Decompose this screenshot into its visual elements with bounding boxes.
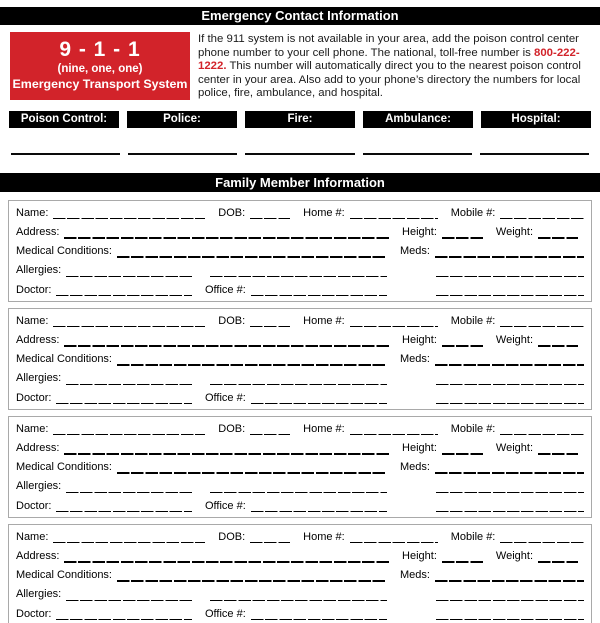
medical-conditions-label: Medical Conditions: bbox=[16, 245, 112, 258]
height-field bbox=[402, 223, 483, 242]
allergies-row bbox=[16, 369, 584, 388]
medical-conditions-label: Medical Conditions: bbox=[16, 353, 112, 366]
meds-continued-2 bbox=[400, 619, 584, 623]
family-member-blocks bbox=[8, 200, 592, 623]
meds-continuation-line bbox=[436, 384, 584, 386]
allergies-write-in-line bbox=[66, 384, 192, 386]
home-phone-field bbox=[303, 528, 438, 547]
allergies-field bbox=[16, 261, 192, 280]
height-write-in-line bbox=[442, 345, 483, 347]
weight-label: Weight: bbox=[495, 441, 533, 454]
address-field bbox=[16, 439, 389, 458]
medical-conditions-field bbox=[16, 566, 387, 585]
address-label: Address: bbox=[16, 225, 60, 238]
doctor-write-in-line bbox=[56, 295, 192, 297]
meds-continued-2 bbox=[400, 295, 584, 300]
medical-conditions-write-in-line bbox=[117, 580, 387, 582]
family-member-banner bbox=[0, 173, 600, 192]
name-dob-phone-row bbox=[16, 420, 584, 439]
meds-continuation-line-2 bbox=[436, 295, 584, 297]
dob-field bbox=[218, 312, 290, 331]
family-member-banner-title: Family Member Information bbox=[215, 174, 385, 190]
home-phone-write-in-line bbox=[350, 434, 438, 436]
meds-field bbox=[400, 458, 584, 477]
home-phone-field bbox=[303, 420, 438, 439]
meds-continued bbox=[400, 384, 584, 389]
address-write-in-line bbox=[64, 561, 389, 563]
contact-label-hospital: Hospital: bbox=[481, 111, 591, 128]
office-phone-label: Office #: bbox=[205, 499, 246, 512]
office-phone-field bbox=[205, 389, 387, 408]
home-phone-write-in-line bbox=[350, 218, 438, 220]
home-phone-label: Home #: bbox=[303, 530, 345, 543]
home-phone-field bbox=[303, 204, 438, 223]
home-phone-label: Home #: bbox=[303, 314, 345, 327]
weight-label: Weight: bbox=[495, 225, 533, 238]
office-phone-write-in-line bbox=[251, 403, 387, 405]
weight-write-in-line bbox=[538, 345, 578, 347]
medical-conditions-write-in-line bbox=[117, 472, 387, 474]
allergies-continuation-line bbox=[210, 492, 387, 494]
doctor-office-row bbox=[16, 605, 584, 623]
doctor-label: Doctor: bbox=[16, 607, 52, 620]
meds-field bbox=[400, 350, 584, 369]
hospital-write-in-line bbox=[480, 153, 589, 155]
mobile-phone-field bbox=[451, 312, 584, 331]
poison-control-paragraph bbox=[198, 32, 590, 101]
meds-continued bbox=[400, 492, 584, 497]
medical-conditions-field bbox=[16, 350, 387, 369]
weight-field bbox=[496, 331, 584, 350]
emergency-numbers-write-in-row bbox=[0, 153, 600, 155]
office-phone-field bbox=[205, 497, 387, 516]
dob-write-in-line bbox=[250, 434, 290, 436]
mobile-phone-label: Mobile #: bbox=[450, 422, 496, 435]
doctor-write-in-line bbox=[56, 403, 192, 405]
name-dob-phone-row bbox=[16, 528, 584, 547]
mobile-phone-write-in-line bbox=[500, 326, 584, 328]
dob-write-in-line bbox=[250, 326, 290, 328]
allergies-field bbox=[16, 585, 192, 604]
height-write-in-line bbox=[442, 453, 483, 455]
meds-write-in-line bbox=[435, 256, 584, 258]
meds-label: Meds: bbox=[400, 353, 430, 366]
address-write-in-line bbox=[64, 237, 389, 239]
badge-system-label: Emergency Transport System bbox=[12, 77, 188, 91]
mobile-phone-write-in-line bbox=[500, 434, 584, 436]
name-label: Name: bbox=[16, 314, 49, 327]
allergies-field bbox=[16, 477, 192, 496]
name-label: Name: bbox=[16, 422, 49, 435]
dob-write-in-line bbox=[250, 218, 290, 220]
allergies-label: Allergies: bbox=[16, 480, 62, 493]
contact-label-police: Police: bbox=[127, 111, 237, 128]
doctor-write-in-line bbox=[56, 619, 192, 621]
doctor-field bbox=[16, 605, 192, 623]
medical-meds-row bbox=[16, 242, 584, 261]
medical-conditions-field bbox=[16, 242, 387, 261]
allergies-row bbox=[16, 261, 584, 280]
allergies-write-in-line bbox=[66, 492, 192, 494]
name-label: Name: bbox=[16, 530, 49, 543]
weight-field bbox=[496, 439, 584, 458]
office-phone-write-in-line bbox=[251, 619, 387, 621]
office-phone-write-in-line bbox=[251, 295, 387, 297]
meds-continued-2 bbox=[400, 511, 584, 516]
meds-label: Meds: bbox=[400, 461, 430, 474]
allergies-label: Allergies: bbox=[16, 264, 62, 277]
contact-label-ambulance: Ambulance: bbox=[363, 111, 473, 128]
name-write-in-line bbox=[53, 218, 205, 220]
meds-write-in-line bbox=[435, 580, 584, 582]
address-label: Address: bbox=[16, 441, 60, 454]
doctor-write-in-line bbox=[56, 511, 192, 513]
meds-continuation-line bbox=[436, 600, 584, 602]
meds-continuation-line-2 bbox=[436, 403, 584, 405]
doctor-office-row bbox=[16, 389, 584, 408]
allergies-continuation-line bbox=[210, 600, 387, 602]
home-phone-label: Home #: bbox=[303, 206, 345, 219]
dob-field bbox=[218, 420, 290, 439]
allergies-write-in-line bbox=[66, 600, 192, 602]
height-write-in-line bbox=[442, 561, 483, 563]
name-label: Name: bbox=[16, 206, 49, 219]
address-height-weight-row bbox=[16, 223, 584, 242]
weight-field bbox=[496, 223, 584, 242]
doctor-field bbox=[16, 497, 192, 516]
height-label: Height: bbox=[402, 549, 437, 562]
address-height-weight-row bbox=[16, 331, 584, 350]
emergency-info-section bbox=[10, 32, 590, 101]
address-write-in-line bbox=[64, 453, 389, 455]
mobile-phone-label: Mobile #: bbox=[450, 206, 496, 219]
family-member-block bbox=[8, 416, 592, 518]
family-member-block bbox=[8, 524, 592, 623]
doctor-field bbox=[16, 281, 192, 300]
address-label: Address: bbox=[16, 549, 60, 562]
home-phone-field bbox=[303, 312, 438, 331]
weight-write-in-line bbox=[538, 561, 578, 563]
name-field bbox=[16, 528, 205, 547]
dob-label: DOB: bbox=[218, 422, 246, 435]
home-phone-write-in-line bbox=[350, 326, 438, 328]
poison-control-phone-number: 800-222-1222. bbox=[198, 46, 580, 73]
badge-number: 9 - 1 - 1 bbox=[59, 38, 141, 61]
mobile-phone-label: Mobile #: bbox=[450, 314, 496, 327]
address-field bbox=[16, 331, 389, 350]
home-phone-label: Home #: bbox=[303, 422, 345, 435]
meds-continuation-line-2 bbox=[436, 511, 584, 513]
paragraph-text-before: If the 911 system is not available in your area, add the poison control center phone number to your cell phone. The national, toll-free number is bbox=[198, 33, 579, 59]
dob-write-in-line bbox=[250, 542, 290, 544]
doctor-label: Doctor: bbox=[16, 499, 52, 512]
allergies-continuation-line bbox=[210, 384, 387, 386]
height-label: Height: bbox=[402, 225, 437, 238]
weight-write-in-line bbox=[538, 237, 578, 239]
meds-write-in-line bbox=[435, 472, 584, 474]
dob-label: DOB: bbox=[218, 314, 246, 327]
doctor-label: Doctor: bbox=[16, 283, 52, 296]
dob-field bbox=[218, 528, 290, 547]
height-field bbox=[402, 331, 483, 350]
height-field bbox=[402, 547, 483, 566]
height-field bbox=[402, 439, 483, 458]
name-field bbox=[16, 420, 205, 439]
medical-conditions-label: Medical Conditions: bbox=[16, 461, 112, 474]
office-phone-label: Office #: bbox=[205, 391, 246, 404]
meds-label: Meds: bbox=[400, 569, 430, 582]
name-field bbox=[16, 204, 205, 223]
meds-continued-2 bbox=[400, 403, 584, 408]
mobile-phone-write-in-line bbox=[500, 218, 584, 220]
fire-write-in-line bbox=[245, 153, 354, 155]
allergies-write-in-line bbox=[66, 276, 192, 278]
meds-continued bbox=[400, 276, 584, 281]
weight-write-in-line bbox=[538, 453, 578, 455]
name-dob-phone-row bbox=[16, 204, 584, 223]
medical-conditions-field bbox=[16, 458, 387, 477]
address-height-weight-row bbox=[16, 439, 584, 458]
ambulance-write-in-line bbox=[363, 153, 472, 155]
medical-meds-row bbox=[16, 458, 584, 477]
mobile-phone-write-in-line bbox=[500, 542, 584, 544]
name-write-in-line bbox=[53, 434, 205, 436]
height-label: Height: bbox=[402, 441, 437, 454]
nine-one-one-badge bbox=[10, 32, 190, 100]
meds-continuation-line-2 bbox=[436, 619, 584, 621]
weight-field bbox=[496, 547, 584, 566]
allergies-label: Allergies: bbox=[16, 372, 62, 385]
name-dob-phone-row bbox=[16, 312, 584, 331]
address-field bbox=[16, 547, 389, 566]
medical-meds-row bbox=[16, 566, 584, 585]
address-label: Address: bbox=[16, 333, 60, 346]
dob-label: DOB: bbox=[218, 530, 246, 543]
meds-write-in-line bbox=[435, 364, 584, 366]
mobile-phone-field bbox=[451, 528, 584, 547]
office-phone-label: Office #: bbox=[205, 607, 246, 620]
mobile-phone-field bbox=[451, 420, 584, 439]
name-write-in-line bbox=[53, 326, 205, 328]
meds-field bbox=[400, 242, 584, 261]
medical-conditions-write-in-line bbox=[117, 364, 387, 366]
doctor-office-row bbox=[16, 497, 584, 516]
doctor-label: Doctor: bbox=[16, 391, 52, 404]
office-phone-field bbox=[205, 605, 387, 623]
meds-continued bbox=[400, 600, 584, 605]
meds-label: Meds: bbox=[400, 245, 430, 258]
doctor-field bbox=[16, 389, 192, 408]
meds-field bbox=[400, 566, 584, 585]
allergies-row bbox=[16, 477, 584, 496]
allergies-row bbox=[16, 585, 584, 604]
medical-conditions-write-in-line bbox=[117, 256, 387, 258]
emergency-contact-banner-title: Emergency Contact Information bbox=[201, 8, 399, 23]
office-phone-write-in-line bbox=[251, 511, 387, 513]
medical-conditions-label: Medical Conditions: bbox=[16, 569, 112, 582]
contact-label-fire: Fire: bbox=[245, 111, 355, 128]
allergies-continuation-line bbox=[210, 276, 387, 278]
dob-label: DOB: bbox=[218, 206, 246, 219]
contact-label-poison-control: Poison Control: bbox=[9, 111, 119, 128]
emergency-numbers-row bbox=[0, 111, 600, 128]
badge-words: (nine, one, one) bbox=[57, 63, 143, 75]
poison-control-write-in-line bbox=[11, 153, 120, 155]
height-write-in-line bbox=[442, 237, 483, 239]
mobile-phone-field bbox=[451, 204, 584, 223]
height-label: Height: bbox=[402, 333, 437, 346]
weight-label: Weight: bbox=[495, 333, 533, 346]
emergency-contact-banner bbox=[0, 7, 600, 25]
meds-continuation-line bbox=[436, 492, 584, 494]
doctor-office-row bbox=[16, 281, 584, 300]
meds-continuation-line bbox=[436, 276, 584, 278]
police-write-in-line bbox=[128, 153, 237, 155]
office-phone-label: Office #: bbox=[205, 283, 246, 296]
home-phone-write-in-line bbox=[350, 542, 438, 544]
name-write-in-line bbox=[53, 542, 205, 544]
dob-field bbox=[218, 204, 290, 223]
allergies-label: Allergies: bbox=[16, 588, 62, 601]
mobile-phone-label: Mobile #: bbox=[450, 530, 496, 543]
family-member-block bbox=[8, 308, 592, 410]
office-phone-field bbox=[205, 281, 387, 300]
address-height-weight-row bbox=[16, 547, 584, 566]
weight-label: Weight: bbox=[495, 549, 533, 562]
address-write-in-line bbox=[64, 345, 389, 347]
address-field bbox=[16, 223, 389, 242]
allergies-field bbox=[16, 369, 192, 388]
family-member-block bbox=[8, 200, 592, 302]
medical-meds-row bbox=[16, 350, 584, 369]
paragraph-text-after: This number will automatically direct you to the nearest poison control center in your area. Also add to your phone’s directory the numbers for local police, fire, ambulance, and hospital. bbox=[198, 60, 581, 100]
name-field bbox=[16, 312, 205, 331]
